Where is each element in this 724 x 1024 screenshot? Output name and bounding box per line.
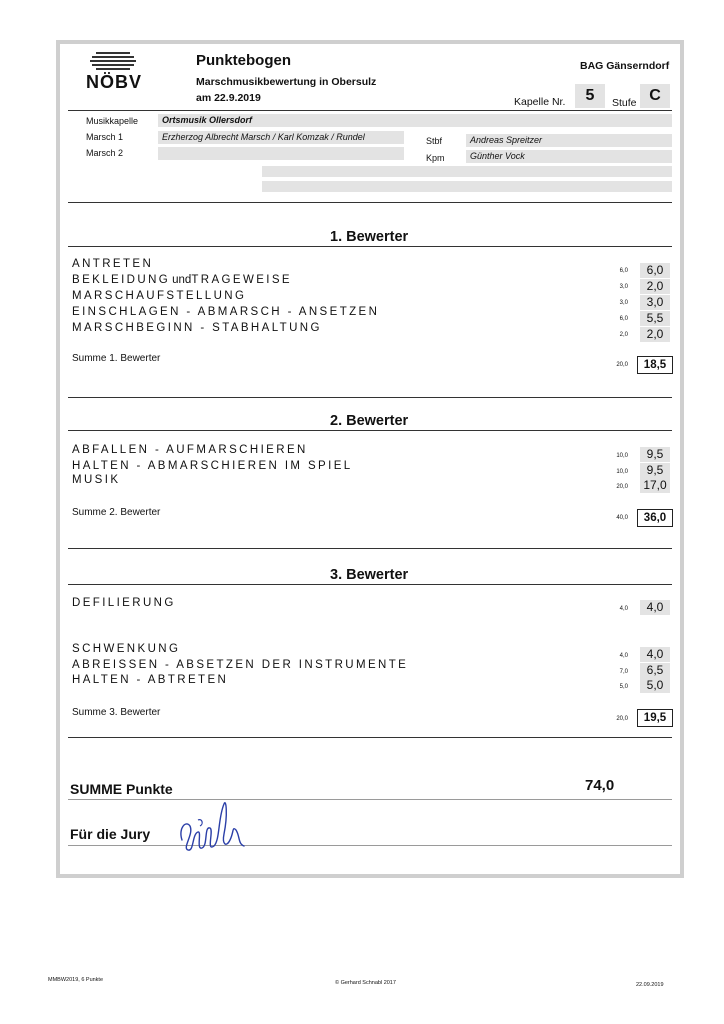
score-musik: 17,0: [640, 478, 670, 493]
score-abfallen: 9,5: [640, 447, 670, 462]
kpm-value: Günther Vock: [470, 151, 525, 161]
footer-right: 22.09.2019: [636, 982, 664, 988]
region: BAG Gänserndorf: [580, 60, 670, 72]
category-halten-abtreten: HALTEN - ABTRETEN: [72, 674, 229, 686]
event-date: am 22.9.2019: [196, 92, 261, 104]
max-marschaufstellung: 3,0: [619, 300, 628, 306]
section-3-underline: [68, 584, 672, 585]
stbf-label: Stbf: [426, 136, 443, 146]
jury-label: Für die Jury: [70, 826, 151, 842]
footer-left: MMBW2019, 6 Punkte: [48, 977, 104, 983]
sum-2-max: 40,0: [616, 515, 628, 521]
score-halten-abtreten: 5,0: [640, 678, 670, 693]
section-1-underline: [68, 246, 672, 247]
max-halten-abmarschieren: 10,0: [616, 469, 628, 475]
sum-3-value: 19,5: [637, 709, 673, 727]
sum-1-value: 18,5: [637, 356, 673, 374]
max-schwenkung: 4,0: [619, 653, 628, 659]
score-einschlagen: 5,5: [640, 311, 670, 326]
extra-field-2: [262, 181, 672, 192]
section-2-bottom-line: [68, 548, 672, 549]
max-antreten: 6,0: [619, 268, 628, 274]
info-divider: [68, 202, 672, 203]
sum-2-label: Summe 2. Bewerter: [72, 507, 161, 518]
section-1-title: 1. Bewerter: [330, 229, 409, 245]
sum-3-max: 20,0: [616, 716, 628, 722]
score-antreten: 6,0: [640, 263, 670, 278]
sum-1-label: Summe 1. Bewerter: [72, 353, 161, 364]
category-schwenkung: SCHWENKUNG: [72, 643, 181, 655]
marsch2-field: [158, 147, 404, 160]
section-1-bottom-line: [68, 397, 672, 398]
logo-stripes-icon: [84, 50, 144, 72]
score-marschbeginn: 2,0: [640, 327, 670, 342]
category-antreten: ANTRETEN: [72, 258, 154, 270]
sum-2-value: 36,0: [637, 509, 673, 527]
category-bekleidung: BEKLEIDUNG undTRAGEWEISE: [72, 274, 293, 286]
section-2-title: 2. Bewerter: [330, 413, 409, 429]
max-marschbeginn: 2,0: [619, 332, 628, 338]
category-halten-abmarschieren: HALTEN - ABMARSCHIEREN IM SPIEL: [72, 460, 353, 472]
kpm-label: Kpm: [426, 153, 445, 163]
stufe-value: C: [640, 84, 670, 108]
max-musik: 20,0: [616, 484, 628, 490]
marsch2-label: Marsch 2: [86, 148, 124, 158]
category-musik: MUSIK: [72, 474, 121, 486]
max-defilierung: 4,0: [619, 606, 628, 612]
noebv-logo: [84, 50, 144, 94]
header-divider: [68, 110, 672, 111]
score-halten-abmarschieren: 9,5: [640, 463, 670, 478]
category-marschbeginn: MARSCHBEGINN - STABHALTUNG: [72, 322, 322, 334]
score-abreissen: 6,5: [640, 663, 670, 678]
section-2-underline: [68, 430, 672, 431]
stbf-value: Andreas Spreitzer: [470, 135, 543, 145]
extra-field-1: [262, 166, 672, 177]
total-label: SUMME Punkte: [70, 781, 173, 797]
score-schwenkung: 4,0: [640, 647, 670, 662]
subtitle: Marschmusikbewertung in Obersulz: [196, 76, 377, 88]
section-3-title: 3. Bewerter: [330, 567, 409, 583]
marsch1-label: Marsch 1: [86, 132, 124, 142]
kapelle-label: Kapelle Nr.: [514, 96, 566, 108]
section-3-bottom-line: [68, 737, 672, 738]
kapelle-number: 5: [575, 84, 605, 108]
category-marschaufstellung: MARSCHAUFSTELLUNG: [72, 290, 247, 302]
score-bekleidung: 2,0: [640, 279, 670, 294]
page-title: Punktebogen: [196, 52, 292, 69]
category-abfallen: ABFALLEN - AUFMARSCHIEREN: [72, 444, 308, 456]
max-abreissen: 7,0: [619, 669, 628, 675]
jury-underline: [68, 845, 672, 846]
category-defilierung: DEFILIERUNG: [72, 597, 176, 609]
max-einschlagen: 6,0: [619, 316, 628, 322]
max-abfallen: 10,0: [616, 453, 628, 459]
musikkapelle-label: Musikkapelle: [86, 116, 139, 126]
max-bekleidung: 3,0: [619, 284, 628, 290]
max-halten-abtreten: 5,0: [619, 684, 628, 690]
stufe-label: Stufe: [612, 97, 637, 109]
musikkapelle-value: Ortsmusik Ollersdorf: [162, 115, 253, 125]
score-marschaufstellung: 3,0: [640, 295, 670, 310]
score-defilierung: 4,0: [640, 600, 670, 615]
total-value: 74,0: [585, 777, 615, 794]
footer-center: © Gerhard Schnabl 2017: [335, 980, 396, 986]
sum-1-max: 20,0: [616, 362, 628, 368]
logo-text: NÖBV: [85, 72, 142, 92]
category-einschlagen: EINSCHLAGEN - ABMARSCH - ANSETZEN: [72, 306, 380, 318]
marsch1-value: Erzherzog Albrecht Marsch / Karl Komzak / Rundel: [162, 132, 365, 142]
category-abreissen: ABREISSEN - ABSETZEN DER INSTRUMENTE: [72, 659, 409, 671]
total-underline: [68, 799, 672, 800]
sum-3-label: Summe 3. Bewerter: [72, 707, 161, 718]
signature: [168, 790, 258, 860]
